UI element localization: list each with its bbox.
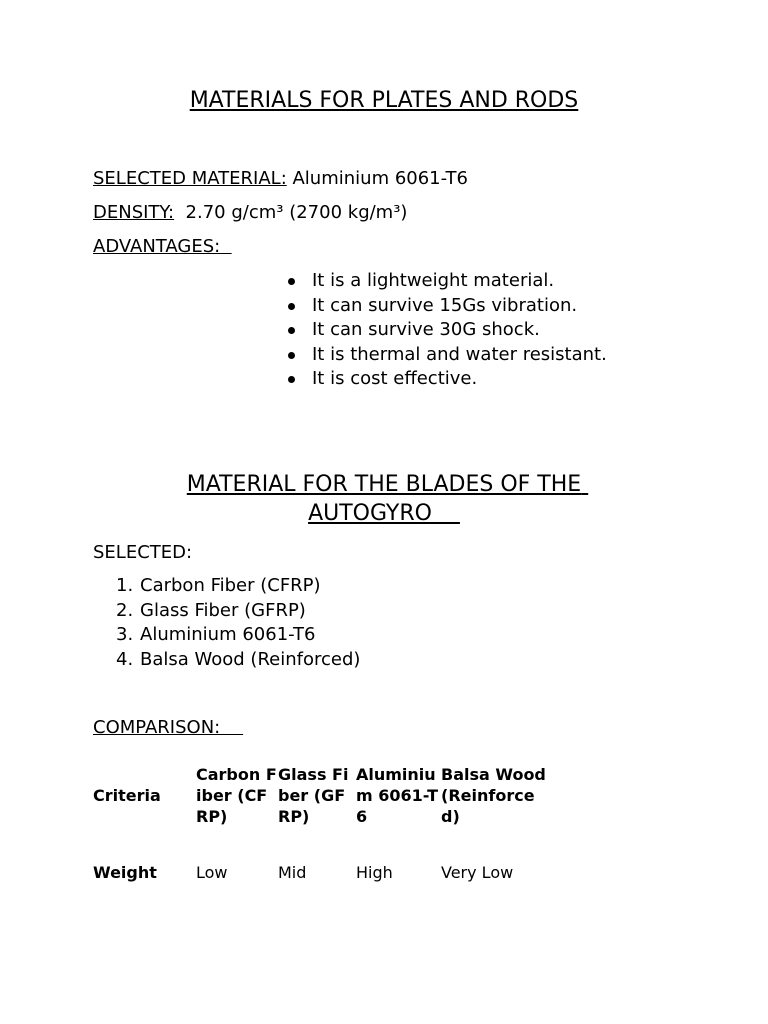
density-label: DENSITY: (93, 202, 175, 223)
density-value: 2.70 g/cm³ (2700 kg/m³) (174, 202, 408, 223)
bullet-icon (288, 327, 295, 334)
section-title-blades: MATERIAL FOR THE BLADES OF THE AUTOGYRO (186, 472, 589, 526)
table-cell: High (356, 863, 393, 882)
selected-material-label: SELECTED MATERIAL: (93, 168, 287, 189)
table-header-cell: Carbon Fiber (CFRP) (196, 764, 277, 826)
table-header-cell: Criteria (93, 785, 161, 805)
bullet-icon (288, 278, 295, 285)
bullet-icon (288, 303, 295, 310)
selected-material-value: Aluminium 6061-T6 (286, 168, 468, 189)
table-row (93, 838, 551, 914)
selected-material-line (93, 168, 468, 190)
comparison-label: COMPARISON: (93, 717, 244, 738)
list-item: It can survive 30G shock. (286, 319, 607, 344)
list-item: 4. Balsa Wood (Reinforced) (116, 649, 361, 671)
table-header-cell: Glass Fiber (GFRP) (278, 764, 349, 826)
table-header-cell: Balsa Wood (Reinforced) (441, 764, 546, 826)
advantages-label: ADVANTAGES: (93, 236, 232, 257)
bullet-icon (288, 352, 295, 359)
section-title-plates-rods: MATERIALS FOR PLATES AND RODS (189, 88, 579, 113)
list-item: 3. Aluminium 6061-T6 (116, 624, 316, 646)
list-item: It is thermal and water resistant. (286, 344, 607, 369)
density-line (93, 202, 407, 224)
table-cell: Weight (93, 863, 157, 882)
list-item: It is a lightweight material. (286, 270, 607, 295)
selected-materials-list (116, 575, 360, 674)
table-header-cell: Aluminium 6061-T6 (356, 764, 438, 826)
table-cell: Mid (278, 863, 307, 882)
bullet-icon (288, 376, 295, 383)
advantages-line (93, 236, 232, 258)
list-item: 2. Glass Fiber (GFRP) (116, 599, 306, 621)
list-item: It can survive 15Gs vibration. (286, 295, 607, 320)
table-cell: Very Low (441, 863, 514, 882)
list-item: It is cost effective. (286, 368, 607, 393)
selected-label: SELECTED: (93, 542, 193, 563)
advantages-list (286, 270, 607, 393)
table-cell: Low (196, 863, 228, 882)
list-item: 1. Carbon Fiber (CFRP) (116, 575, 321, 596)
comparison-table (93, 752, 551, 914)
table-header-row (93, 752, 551, 838)
